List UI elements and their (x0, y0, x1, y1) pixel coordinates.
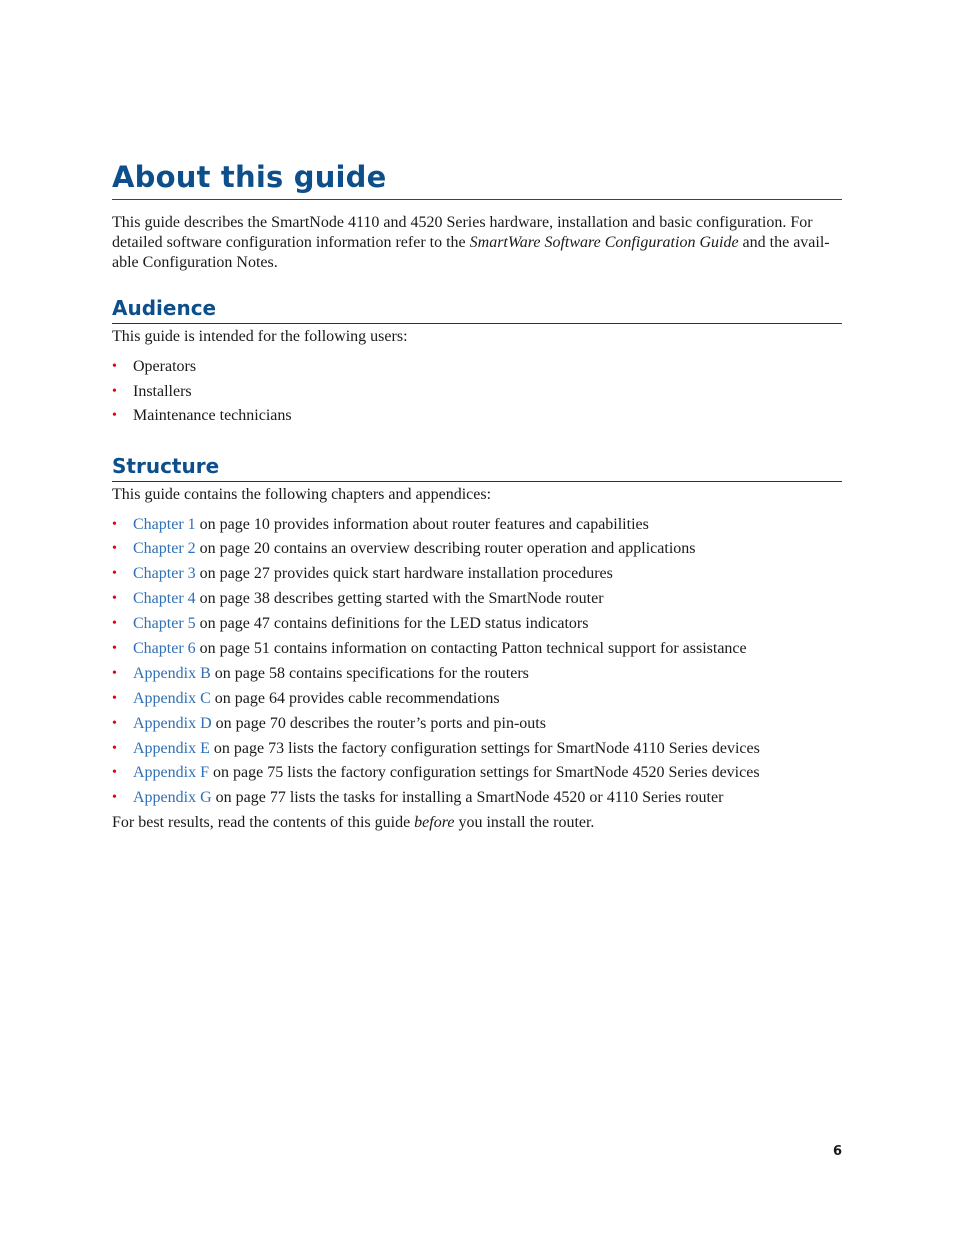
list-item (112, 664, 842, 689)
audience-list (112, 357, 842, 431)
bullet-icon: • (112, 690, 117, 706)
appendix-f-link[interactable]: Appendix F (133, 764, 209, 782)
list-item (112, 539, 842, 564)
closing-text-end: you install the router. (454, 814, 595, 832)
bullet-icon: • (112, 665, 117, 681)
list-item (112, 564, 842, 589)
bullet-icon: • (112, 408, 117, 423)
audience-section (112, 294, 842, 431)
list-item (112, 357, 842, 382)
list-item (112, 739, 842, 764)
list-item (112, 639, 842, 664)
bullet-icon: • (112, 715, 117, 731)
list-item (112, 589, 842, 614)
bullet-icon: • (112, 541, 117, 557)
bullet-icon: • (112, 383, 117, 399)
audience-item: Installers (133, 382, 192, 400)
chapter-5-link[interactable]: Chapter 5 (133, 615, 196, 633)
item-description: on page 58 contains specifications for the routers (210, 664, 529, 682)
item-description: on page 77 lists the tasks for installing a SmartNode 4520 or 4110 Series router (211, 789, 724, 807)
page-content (112, 158, 842, 833)
intro-text-end: and the avail-able Configuration Notes. (112, 234, 830, 271)
page-number: 6 (832, 1144, 842, 1159)
item-description: on page 64 provides cable recommendations (210, 689, 500, 707)
item-description: on page 70 describes the router’s ports and pin-outs (211, 714, 546, 732)
appendix-b-link[interactable]: Appendix B (133, 664, 211, 682)
item-description: on page 20 contains an overview describing router operation and applications (195, 540, 696, 558)
list-item (112, 763, 842, 788)
item-description: on page 10 provides information about router features and capabilities (195, 515, 649, 533)
list-item (112, 406, 842, 431)
chapter-3-link[interactable]: Chapter 3 (133, 565, 196, 583)
bullet-icon: • (112, 359, 117, 374)
audience-lead: This guide is intended for the following users: (112, 328, 408, 345)
bullet-icon: • (112, 566, 117, 582)
list-item (112, 788, 842, 813)
closing-emphasis: before (414, 814, 455, 832)
list-item (112, 614, 842, 639)
closing-paragraph (112, 813, 842, 833)
structure-lead: This guide contains the following chapters and appendices: (112, 485, 492, 503)
chapter-4-link[interactable]: Chapter 4 (133, 590, 196, 608)
bullet-icon: • (112, 765, 117, 781)
chapter-6-link[interactable]: Chapter 6 (133, 639, 196, 657)
bullet-icon: • (112, 640, 117, 656)
item-description: on page 27 provides quick start hardware installation procedures (195, 565, 613, 583)
appendix-d-link[interactable]: Appendix D (133, 714, 212, 732)
item-description: on page 51 contains information on contacting Patton technical support for assistance (195, 639, 747, 657)
item-description: on page 73 lists the factory configuration settings for SmartNode 4110 Series devices (209, 739, 760, 757)
structure-heading: Structure (112, 452, 842, 482)
item-description: on page 47 contains definitions for the LED status indicators (195, 615, 589, 633)
list-item (112, 382, 842, 407)
structure-section (112, 452, 842, 834)
bullet-icon: • (112, 790, 117, 806)
item-description: on page 75 lists the factory configuration settings for SmartNode 4520 Series devices (209, 764, 760, 782)
audience-item: Maintenance technicians (133, 407, 292, 424)
intro-text-start: This guide describes the SmartNode 4110 and 4520 Series hardware, installation and basic configuration. For detailed software configuration information refer to the (112, 214, 813, 251)
bullet-icon: • (112, 516, 117, 532)
list-item (112, 714, 842, 739)
item-description: on page 38 describes getting started with the SmartNode router (195, 590, 604, 608)
config-guide-title: SmartWare Software Configuration Guide (469, 234, 739, 251)
bullet-icon: • (112, 740, 117, 756)
audience-heading: Audience (112, 294, 842, 324)
list-item (112, 689, 842, 714)
closing-text-start: For best results, read the contents of this guide (112, 814, 415, 832)
structure-list (112, 515, 842, 814)
appendix-g-link[interactable]: Appendix G (133, 789, 212, 807)
bullet-icon: • (112, 591, 117, 607)
audience-item: Operators (133, 358, 197, 375)
intro-paragraph (112, 213, 842, 273)
bullet-icon: • (112, 616, 117, 632)
page-title: About this guide (112, 158, 842, 200)
appendix-e-link[interactable]: Appendix E (133, 739, 210, 757)
chapter-1-link[interactable]: Chapter 1 (133, 515, 196, 533)
list-item (112, 515, 842, 540)
appendix-c-link[interactable]: Appendix C (133, 689, 211, 707)
chapter-2-link[interactable]: Chapter 2 (133, 540, 196, 558)
